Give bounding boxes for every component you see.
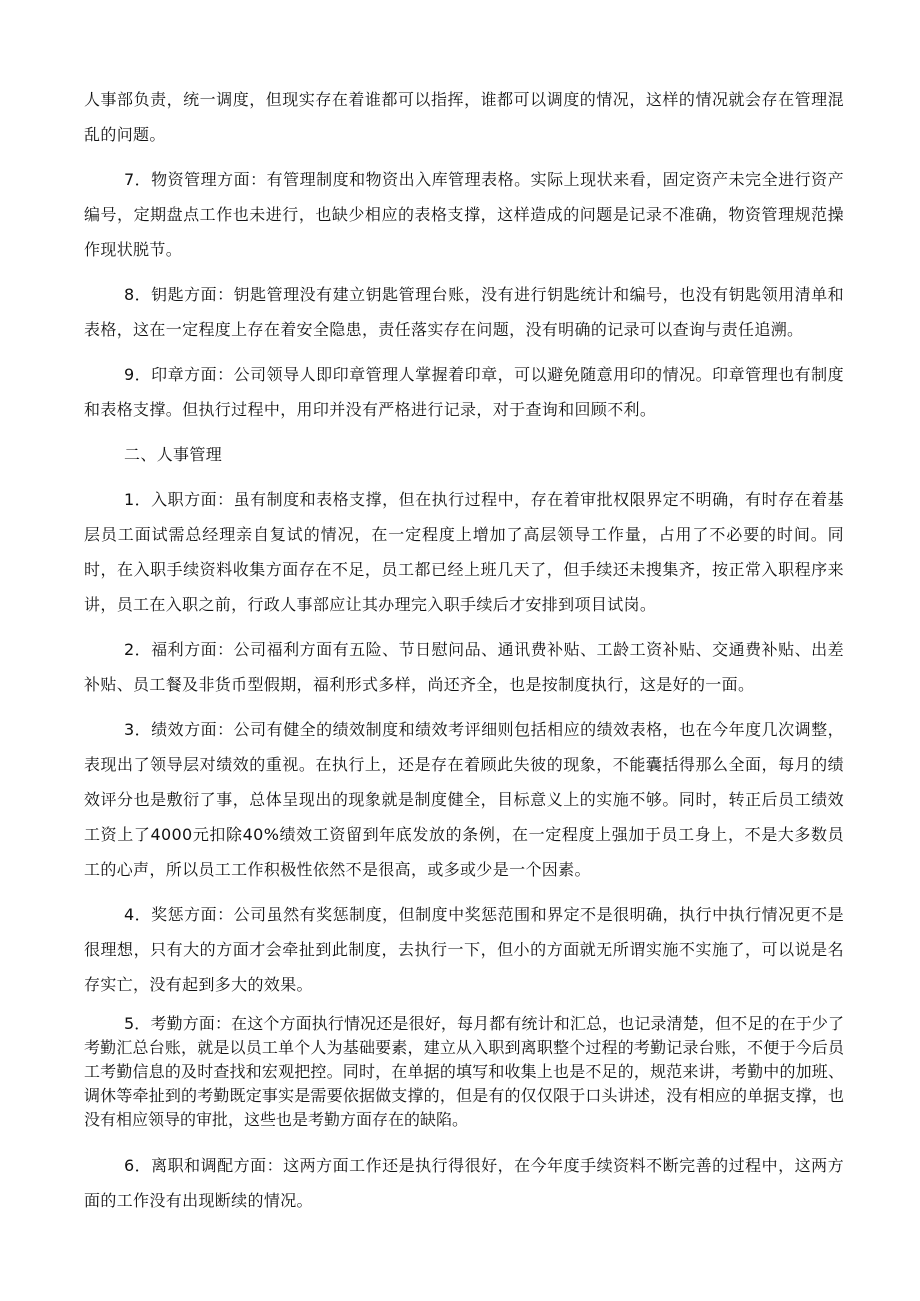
- paragraph-attendance: 5．考勤方面：在这个方面执行情况还是很好，每月都有统计和汇总，也记录清楚，但不足的在于少了考勤汇总台账，就是以员工单个人为基础要素，建立从入职到离职整个过程的考勤记录台账，不便于今后员工考勤信息的及时查找和宏观把控。同时，在单据的填写和收集上也是不足的，规范来讲，考勤中的加班、调休等牵扯到的考勤既定事实是需要依据做支撑的，但是有的仅仅限于口头讲述，没有相应的单据支撑，也没有相应领导的审批，这些也是考勤方面存在的缺陷。: [84, 1014, 844, 1129]
- paragraph-rewards: 4．奖惩方面：公司虽然有奖惩制度，但制度中奖惩范围和界定不是很明确，执行中执行情况更不是很理想，只有大的方面才会牵扯到此制度，去执行一下，但小的方面就无所谓实施不实施了，可以说是名存实亡，没有起到多大的效果。: [84, 905, 844, 994]
- paragraph-materials: 7．物资管理方面：有管理制度和物资出入库管理表格。实际上现状来看，固定资产未完全进行资产编号，定期盘点工作也未进行，也缺少相应的表格支撑，这样造成的问题是记录不准确，物资管理规范操作现状脱节。: [84, 170, 844, 259]
- section-heading-hr: 二、人事管理: [124, 445, 223, 464]
- paragraph-resignation: 6．离职和调配方面：这两方面工作还是执行得很好，在今年度手续资料不断完善的过程中，这两方面的工作没有出现断续的情况。: [84, 1156, 844, 1210]
- paragraph-onboarding: 1．入职方面：虽有制度和表格支撑，但在执行过程中，存在着审批权限界定不明确，有时存在着基层员工面试需总经理亲自复试的情况，在一定程度上增加了高层领导工作量，占用了不必要的时间。同时，在入职手续资料收集方面存在不足，员工都已经上班几天了，但手续还未搜集齐，按正常入职程序来讲，员工在入职之前，行政人事部应让其办理完入职手续后才安排到项目试岗。: [84, 490, 844, 614]
- paragraph-continuation: 人事部负责，统一调度，但现实存在着谁都可以指挥，谁都可以调度的情况，这样的情况就会存在管理混乱的问题。: [84, 90, 844, 144]
- paragraph-keys: 8．钥匙方面：钥匙管理没有建立钥匙管理台账，没有进行钥匙统计和编号，也没有钥匙领用清单和表格，这在一定程度上存在着安全隐患，责任落实存在问题，没有明确的记录可以查询与责任追溯。: [84, 285, 844, 339]
- paragraph-benefits: 2．福利方面：公司福利方面有五险、节日慰问品、通讯费补贴、工龄工资补贴、交通费补贴、出差补贴、员工餐及非货币型假期，福利形式多样，尚还齐全，也是按制度执行，这是好的一面。: [84, 640, 844, 694]
- paragraph-seals: 9．印章方面：公司领导人即印章管理人掌握着印章，可以避免随意用印的情况。印章管理也有制度和表格支撑。但执行过程中，用印并没有严格进行记录，对于查询和回顾不利。: [84, 365, 844, 419]
- paragraph-performance: 3．绩效方面：公司有健全的绩效制度和绩效考评细则包括相应的绩效表格，也在今年度几次调整，表现出了领导层对绩效的重视。在执行上，还是存在着顾此失彼的现象，不能囊括得那么全面，每月的绩效评分也是敷衍了事，总体呈现出的现象就是制度健全，目标意义上的实施不够。同时，转正后员工绩效工资上了4000元扣除40%绩效工资留到年底发放的条例，在一定程度上强加于员工身上，不是大多数员工的心声，所以员工工作积极性依然不是很高，或多或少是一个因素。: [84, 720, 844, 879]
